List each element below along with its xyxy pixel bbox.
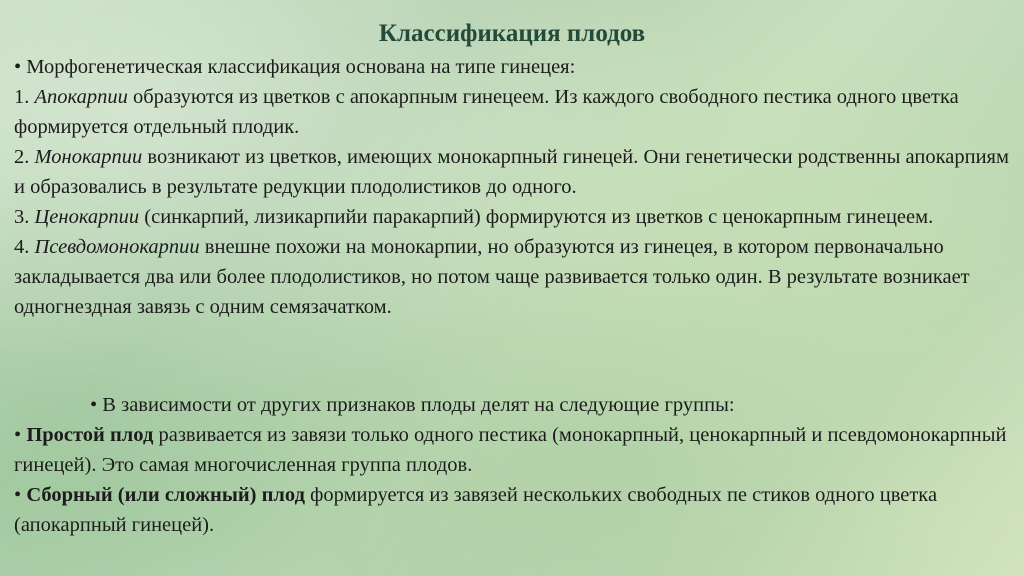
item-number: 3. xyxy=(14,206,30,228)
item-text: внешне похожи на монокарпии, но образуются из гинецея, в котором первоначально закладывается два или более плодолистиков, но потом чаще развивается только один. В результате возникает одногнездная завязь с одним семязачатком. xyxy=(14,236,970,318)
item-text: возникают из цветков, имеющих монокарпный гинецей. Они генетически родственны апокарпиям и образовались в результате редукции плодолистиков до одного. xyxy=(14,146,1009,198)
classification-section xyxy=(14,52,1014,322)
item-term: Псевдомонокарпии xyxy=(34,236,200,258)
list-item xyxy=(14,232,1014,322)
list-item xyxy=(14,142,1014,202)
item-text: развивается из завязи только одного пестика (монокарпный, ценокарпный и псевдомонокарпный гинецей). Это самая многочисленная группа плодов. xyxy=(14,424,1007,476)
item-term: Апокарпии xyxy=(34,86,128,108)
slide-title: Классификация плодов xyxy=(378,20,646,47)
list-item xyxy=(14,420,1014,480)
section-intro: • В зависимости от других признаков плоды делят на следующие группы: xyxy=(90,394,735,416)
section-intro: • Морфогенетическая классификация основана на типе гинецея: xyxy=(14,56,576,78)
list-item xyxy=(14,82,1014,142)
item-text: формируется из завязей нескольких свободных пе стиков одного цветка (апокарпный гинецей). xyxy=(14,484,938,536)
item-term: Сборный (или сложный) плод xyxy=(26,484,305,506)
item-text: (синкарпий, лизикарпийи паракарпий) формируются из цветков с ценокарпным гинецеем. xyxy=(139,206,934,228)
list-item xyxy=(14,202,1014,232)
list-item xyxy=(14,480,1014,540)
item-term: Монокарпии xyxy=(34,146,143,168)
item-term: Ценокарпии xyxy=(34,206,140,228)
bullet: • xyxy=(14,424,27,446)
item-number: 4. xyxy=(14,236,30,258)
groups-section xyxy=(14,390,1014,540)
item-text: образуются из цветков с апокарпным гинецеем. Из каждого свободного пестика одного цветка формируется отдельный плодик. xyxy=(14,86,959,138)
item-number: 2. xyxy=(14,146,30,168)
bullet: • xyxy=(14,484,27,506)
item-term: Простой плод xyxy=(26,424,154,446)
item-number: 1. xyxy=(14,86,30,108)
